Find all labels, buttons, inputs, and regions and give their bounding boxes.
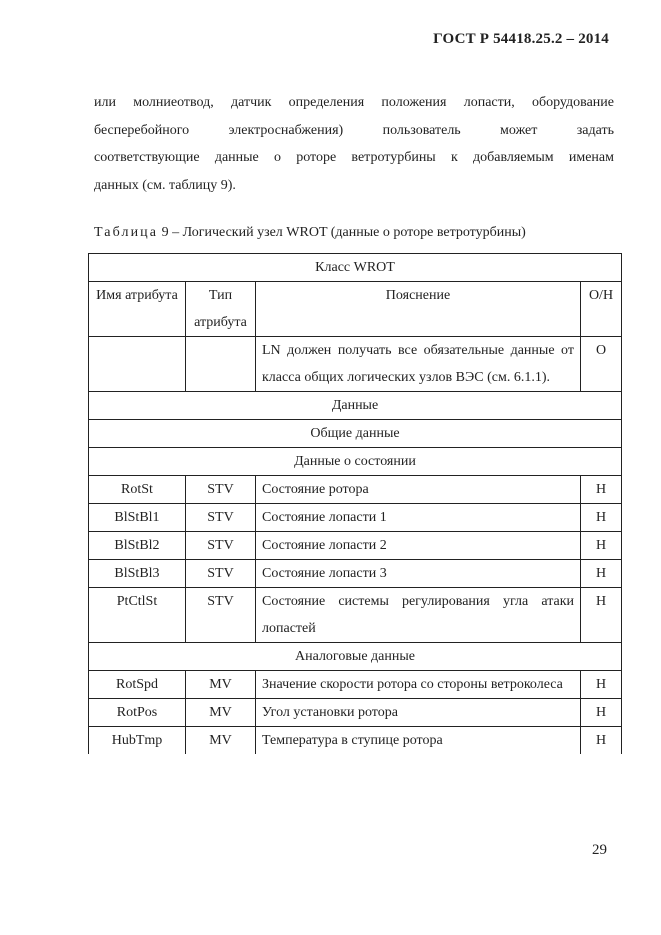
row-name: BlStBl3 <box>89 560 186 588</box>
row-type: MV <box>186 727 256 755</box>
header-type: Тип атрибута <box>186 282 256 337</box>
section-data: Данные <box>89 392 622 420</box>
row-type: STV <box>186 476 256 504</box>
table-caption-label: Таблица <box>94 225 159 240</box>
header-description: Пояснение <box>256 282 581 337</box>
row-name: BlStBl1 <box>89 504 186 532</box>
table-caption-text: 9 – Логический узел WROT (данные о роторе ветротурбины) <box>158 225 526 240</box>
row-name: RotSt <box>89 476 186 504</box>
table-row <box>89 699 622 727</box>
row-description: Состояние системы регулирования угла атаки лопастей <box>256 588 581 643</box>
row-type: STV <box>186 588 256 643</box>
section-row <box>89 420 622 448</box>
row-type: STV <box>186 504 256 532</box>
page-number: 29 <box>592 842 607 858</box>
body-paragraph <box>94 89 614 199</box>
row-name: RotSpd <box>89 671 186 699</box>
row-name <box>89 337 186 392</box>
row-type: STV <box>186 532 256 560</box>
section-row <box>89 448 622 476</box>
table-row <box>89 476 622 504</box>
section-status: Данные о состоянии <box>89 448 622 476</box>
paragraph-line: бесперебойного электроснабжения) пользователь может задать <box>94 122 614 138</box>
row-mo: Н <box>581 476 622 504</box>
row-description: Состояние ротора <box>256 476 581 504</box>
row-mo: Н <box>581 504 622 532</box>
paragraph-line: или молниеотвод, датчик определения положения лопасти, оборудование <box>94 95 614 110</box>
header-name: Имя атрибута <box>89 282 186 337</box>
row-type: MV <box>186 671 256 699</box>
row-name: PtCtlSt <box>89 588 186 643</box>
header-row <box>89 282 622 337</box>
section-common: Общие данные <box>89 420 622 448</box>
row-description: Угол установки ротора <box>256 699 581 727</box>
section-analog: Аналоговые данные <box>89 643 622 671</box>
row-name: RotPos <box>89 699 186 727</box>
header-mo: О/Н <box>581 282 622 337</box>
section-row <box>89 392 622 420</box>
table-row <box>89 560 622 588</box>
row-mo: О <box>581 337 622 392</box>
table-caption <box>94 225 526 241</box>
table-row <box>89 671 622 699</box>
table-row <box>89 588 622 643</box>
row-description: Температура в ступице ротора <box>256 727 581 755</box>
row-description: Состояние лопасти 1 <box>256 504 581 532</box>
wrot-table <box>88 253 622 754</box>
table-row <box>89 504 622 532</box>
row-type: MV <box>186 699 256 727</box>
row-mo: Н <box>581 699 622 727</box>
row-mo: Н <box>581 532 622 560</box>
paragraph-line: соответствующие данные о роторе ветротурбины к добавляемым именам <box>94 150 614 165</box>
table-row <box>89 727 622 755</box>
row-description: LN должен получать все обязательные данные от класса общих логических узлов ВЭС (см. 6.1.1). <box>256 337 581 392</box>
row-type: STV <box>186 560 256 588</box>
table-row <box>89 337 622 392</box>
row-type <box>186 337 256 392</box>
table-row <box>89 532 622 560</box>
document-header: ГОСТ Р 54418.25.2 – 2014 <box>433 31 609 47</box>
row-description: Состояние лопасти 3 <box>256 560 581 588</box>
row-name: BlStBl2 <box>89 532 186 560</box>
row-mo: Н <box>581 560 622 588</box>
row-mo: Н <box>581 588 622 643</box>
paragraph-line: данных (см. таблицу 9). <box>94 177 236 193</box>
class-title-row <box>89 254 622 282</box>
row-description: Состояние лопасти 2 <box>256 532 581 560</box>
row-name: HubTmp <box>89 727 186 755</box>
row-mo: Н <box>581 671 622 699</box>
row-description: Значение скорости ротора со стороны ветроколеса <box>256 671 581 699</box>
section-row <box>89 643 622 671</box>
row-mo: Н <box>581 727 622 755</box>
class-title: Класс WROT <box>89 254 622 282</box>
